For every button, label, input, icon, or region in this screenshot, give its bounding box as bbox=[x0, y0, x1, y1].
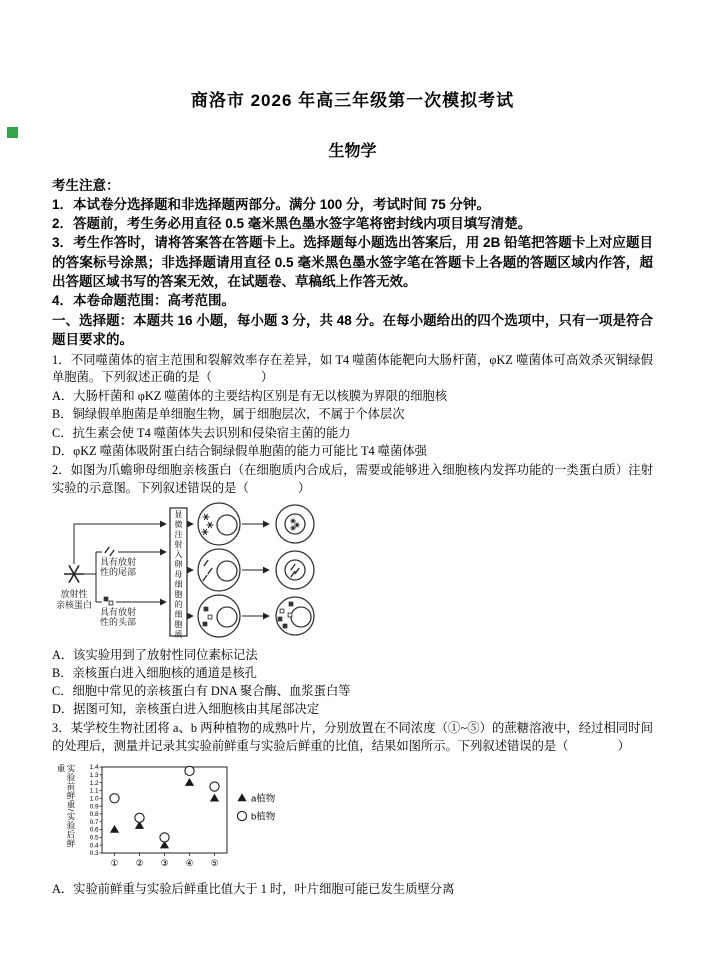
radioactive-head-icon bbox=[104, 597, 113, 605]
question-3-stem: 3．某学校生物社团将 a、b 两种植物的成熟叶片，分别放置在不同浓度（①~⑤）的蔗糖溶液中，经过相同时间的处理后，测量并记录其实验前鲜重与实验后鲜重的比值，结果如图所示。下列叙述错误的是（ ） bbox=[52, 721, 653, 754]
question-3-option-a: A．实验前鲜重与实验后鲜重比值大于 1 时，叶片细胞可能已发生质壁分离 bbox=[52, 882, 455, 897]
svg-text:显微注射入卵母细胞的细胞质: 显微注射入卵母细胞的细胞质 bbox=[174, 509, 183, 639]
section-heading: 一、选择题：本题共 16 小题，每小题 3 分，共 48 分。在每小题给出的四个选项中，只有一项是符合题目要求的。 bbox=[52, 313, 653, 348]
svg-text:0.9: 0.9 bbox=[89, 803, 99, 811]
question-1-option-d: D．φKZ 噬菌体吸附蛋白结合铜绿假单胞菌的能力可能比 T4 噬菌体强 bbox=[52, 443, 427, 458]
svg-text:a植物: a植物 bbox=[251, 793, 276, 805]
svg-text:b植物: b植物 bbox=[251, 811, 276, 823]
subject-title: 生物学 bbox=[328, 143, 377, 160]
notice-item-4: 4．本卷命题范围：高考范围。 bbox=[52, 293, 236, 309]
q3-scatter-chart bbox=[56, 762, 653, 878]
svg-text:0.5: 0.5 bbox=[89, 834, 99, 842]
question-1-stem: 1．不同噬菌体的宿主范围和裂解效率存在差异，如 T4 噬菌体能靶向大肠杆菌，φKZ 噬菌体可高效杀灭铜绿假单胞菌。下列叙述正确的是（ ） bbox=[52, 352, 653, 385]
svg-text:1.4: 1.4 bbox=[89, 764, 99, 772]
injection-box-label bbox=[175, 510, 183, 639]
question-2-option-b: B．亲核蛋白进入细胞核的通道是核孔 bbox=[52, 665, 257, 680]
svg-text:⑤: ⑤ bbox=[210, 858, 219, 869]
svg-text:1.3: 1.3 bbox=[89, 772, 99, 780]
radioactive-tail-icon bbox=[105, 547, 114, 556]
question-2-option-c: C．细胞中常见的亲核蛋白有 DNA 聚合酶、血浆蛋白等 bbox=[52, 684, 351, 699]
green-corner-marker bbox=[7, 127, 18, 138]
svg-text:①: ① bbox=[110, 858, 119, 869]
svg-text:1.1: 1.1 bbox=[89, 787, 99, 795]
q2-injection-figure bbox=[52, 502, 352, 644]
question-2-option-a: A．该实验用到了放射性同位素标记法 bbox=[52, 647, 258, 662]
notice-item-3: 3．考生作答时，请将答案答在答题卡上。选择题每小题选出答案后，用 2B 铅笔把答题卡上对应题目的答案标号涂黑；非选择题请用直径 0.5 毫米黑色墨水签字笔在答题卡上各题的答题区域内作答，超出答题区域书写的答案无效，在试题卷、草稿纸上作答无效。 bbox=[52, 235, 653, 289]
question-1-option-c: C．抗生素会使 T4 噬菌体失去识别和侵染宿主菌的能力 bbox=[52, 425, 351, 440]
chart-plot-svg bbox=[76, 762, 321, 878]
svg-text:0.3: 0.3 bbox=[89, 850, 99, 858]
svg-text:0.7: 0.7 bbox=[89, 818, 99, 826]
page-title: 商洛市 2026 年高三年级第一次模拟考试 bbox=[190, 91, 515, 110]
head-label-line2: 性的头部 bbox=[100, 616, 137, 627]
notice-item-2: 2．答题前，考生务必用直径 0.5 毫米黑色墨水签字笔将密封线内项目填写清楚。 bbox=[52, 216, 532, 232]
svg-text:②: ② bbox=[135, 858, 144, 869]
svg-text:1.2: 1.2 bbox=[89, 779, 99, 787]
radioactive-protein-icon bbox=[64, 565, 84, 582]
svg-text:③: ③ bbox=[160, 858, 169, 869]
question-1-option-b: B．铜绿假单胞菌是单细胞生物，属于细胞层次，不属于个体层次 bbox=[52, 407, 405, 422]
question-1-option-a: A．大肠杆菌和 φKZ 噬菌体的主要结构区别是有无以核膜为界限的细胞核 bbox=[52, 389, 448, 404]
notice-item-1: 1．本试卷分选择题和非选择题两部分。满分 100 分，考试时间 75 分钟。 bbox=[52, 197, 491, 212]
protein-label-line2: 亲核蛋白 bbox=[55, 599, 93, 610]
head-label-line1: 具有放射 bbox=[100, 606, 137, 617]
q2-figure-svg bbox=[52, 502, 352, 644]
tail-label-line2: 性的尾部 bbox=[100, 566, 137, 577]
svg-text:0.8: 0.8 bbox=[89, 811, 99, 819]
svg-text:④: ④ bbox=[185, 858, 194, 869]
chart-y-axis-label: 实验前鲜重/实验后鲜重 bbox=[56, 764, 76, 848]
tail-label-line1: 具有放射 bbox=[100, 556, 137, 567]
svg-text:0.4: 0.4 bbox=[89, 842, 99, 850]
question-2-option-d: D．据图可知，亲核蛋白进入细胞核由其尾部决定 bbox=[52, 702, 320, 717]
protein-label-line1: 放射性 bbox=[60, 588, 88, 599]
svg-text:1.0: 1.0 bbox=[89, 795, 99, 803]
question-2-stem: 2．如图为爪蟾卵母细胞亲核蛋白（在细胞质内合成后，需要或能够进入细胞核内发挥功能的一类蛋白质）注射实验的示意图。下列叙述错误的是（ ） bbox=[52, 463, 653, 495]
svg-text:0.6: 0.6 bbox=[89, 826, 99, 834]
exam-page bbox=[0, 86, 701, 898]
notice-heading: 考生注意： bbox=[52, 178, 120, 193]
